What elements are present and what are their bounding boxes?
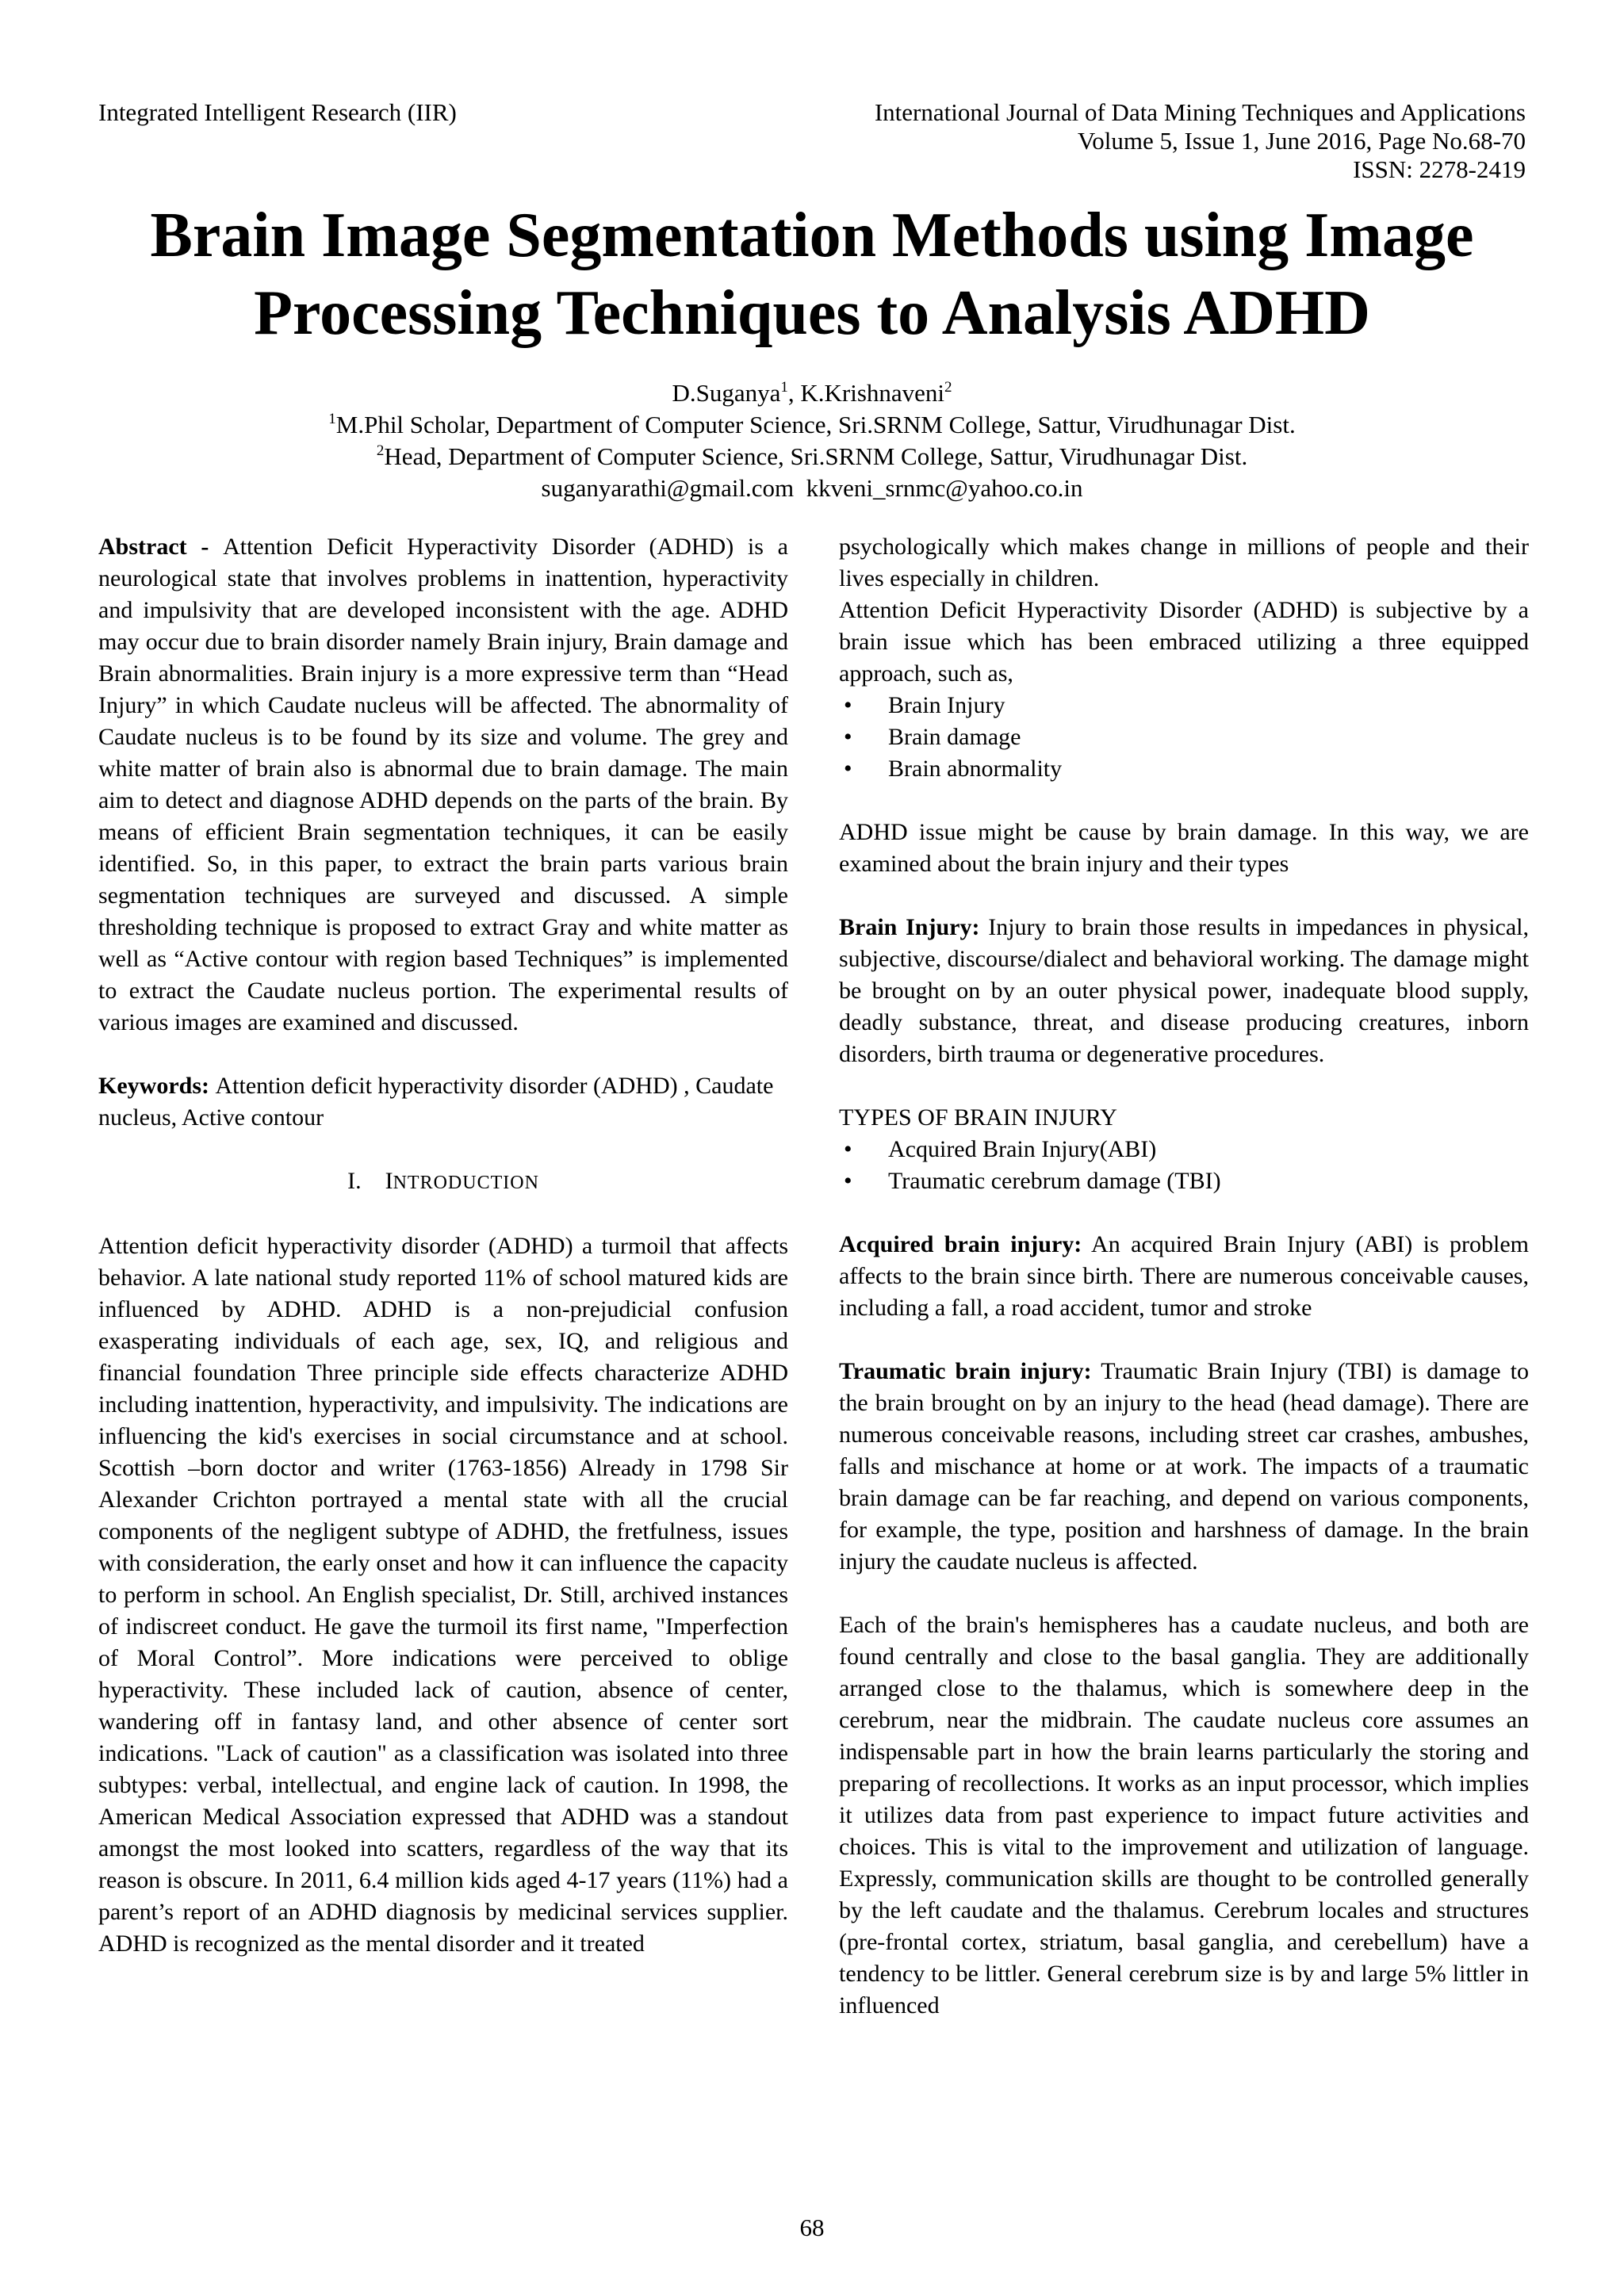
tbi-text: Traumatic Brain Injury (TBI) is damage to the brain brought on by an injury to the head (head damage). There are numerous conceivable reasons, including street car crashes, ambushes, falls and mischance at home or at work. The impacts of a traumatic brain damage can be far reaching, and depend on various components, for example, the type, position and harshness of damage. In the brain injury the caudate nucleus is affected. xyxy=(839,1358,1529,1575)
section-title-rest: NTRODUCTION xyxy=(393,1173,539,1193)
abstract-label: Abstract - xyxy=(98,534,224,560)
keywords-label: Keywords: xyxy=(98,1073,216,1099)
brain-injury-text: Injury to brain those results in impedances in physical, subjective, discourse/dialect and behavioral working. The damage might be brought on by an outer physical power, inadequate blood supply, deadly substance, threat, and disease producing creatures, inborn disorders, birth trauma or degenerative procedures. xyxy=(839,914,1530,1067)
list-item xyxy=(839,1134,1529,1165)
list-item-text: Acquired Brain Injury(ABI) xyxy=(888,1136,1157,1162)
page-number: 68 xyxy=(799,2214,825,2241)
cause-paragraph: ADHD issue might be cause by brain damage. In this way, we are examined about the brain injury and their types xyxy=(839,819,1529,877)
bullet-icon: • xyxy=(844,724,852,750)
bullet-icon: • xyxy=(844,1168,852,1194)
journal-name: International Journal of Data Mining Techniques and Applications xyxy=(874,98,1526,126)
tbi-label: Traumatic brain injury: xyxy=(839,1358,1092,1384)
affiliation-1-sup: 1 xyxy=(328,411,336,427)
keywords-text: Attention deficit hyperactivity disorder (ADHD) , Caudate nucleus, Active contour xyxy=(98,1073,774,1131)
brain-injury-label: Brain Injury: xyxy=(839,914,980,940)
list-item xyxy=(839,753,1529,785)
brain-injury-paragraph xyxy=(839,912,1529,1070)
bullet-icon: • xyxy=(844,1136,852,1162)
types-heading: TYPES OF BRAIN INJURY xyxy=(839,1104,1117,1131)
list-item xyxy=(839,690,1529,721)
abstract-text: Attention Deficit Hyperactivity Disorder (ADHD) is a neurological state that involves problems in inattention, hyperactivity and impulsivity that are developed inconsistent with the age. ADHD may occur due to brain disorder namely Brain injury, Brain damage and Brain abnormalities. Brain injury is a more expressive term than “Head Injury” in which Caudate nucleus will be affected. The abnormality of Caudate nucleus is to be found by its size and volume. The grey and white matter of brain also is abnormal due to brain damage. The main aim to detect and diagnose ADHD depends on the parts of the brain. By means of efficient Brain segmentation techniques, it can be easily identified. So, in this paper, to extract the brain parts various brain segmentation techniques are surveyed and discussed. A simple thresholding technique is proposed to extract Gray and white matter as well as “Active contour with region based Techniques” is implemented to extract the Caudate nucleus portion. The experimental results of various images are examined and discussed. xyxy=(98,534,788,1035)
author-2-sup: 2 xyxy=(944,379,952,396)
section-heading-introduction xyxy=(98,1165,788,1199)
adhd-causes-list xyxy=(839,690,1529,785)
list-item xyxy=(839,1165,1529,1197)
abi-label: Acquired brain injury: xyxy=(839,1231,1082,1257)
section-title-initial: I xyxy=(385,1168,393,1194)
affiliation-1-text: M.Phil Scholar, Department of Computer Science, Sri.SRNM College, Sattur, Virudhunagar Dist. xyxy=(335,411,1296,438)
volume-issue: Volume 5, Issue 1, June 2016, Page No.68-70 xyxy=(1077,127,1526,155)
title-line-1: Brain Image Segmentation Methods using Image xyxy=(150,201,1474,270)
affiliation-1 xyxy=(79,409,1545,441)
abi-paragraph xyxy=(839,1229,1529,1324)
list-item-text: Brain abnormality xyxy=(888,756,1063,782)
affiliation-2 xyxy=(79,441,1545,473)
right-column xyxy=(839,531,1529,2022)
issn: ISSN: 2278-2419 xyxy=(1353,155,1526,183)
abi-text: An acquired Brain Injury (ABI) is problem affects to the brain since birth. There are numerous conceivable causes, including a fall, a road accident, tumor and stroke xyxy=(839,1231,1529,1321)
list-item-text: Traumatic cerebrum damage (TBI) xyxy=(888,1168,1221,1194)
bullet-icon: • xyxy=(844,692,852,718)
paper-title xyxy=(79,197,1545,352)
title-line-2: Processing Techniques to Analysis ADHD xyxy=(254,278,1370,348)
bullet-icon: • xyxy=(844,756,852,782)
abstract-paragraph xyxy=(98,531,788,1039)
author-1: D.Suganya xyxy=(672,379,781,407)
running-header-right xyxy=(733,98,1526,184)
left-column xyxy=(98,531,788,1960)
author-1-sup: 1 xyxy=(780,379,788,396)
author-emails: suganyarathi@gmail.com kkveni_srnmc@yahoo.co.in xyxy=(541,474,1083,502)
section-number: I. xyxy=(347,1168,362,1194)
list-item-text: Brain Injury xyxy=(888,692,1005,718)
tbi-paragraph xyxy=(839,1356,1529,1578)
intro-continued: psychologically which makes change in millions of people and their lives especially in children. xyxy=(839,534,1529,591)
author-separator: , xyxy=(787,379,801,407)
affiliation-2-text: Head, Department of Computer Science, Sri.SRNM College, Sattur, Virudhunagar Dist. xyxy=(384,442,1248,470)
injury-types-list xyxy=(839,1134,1529,1197)
caudate-paragraph: Each of the brain's hemispheres has a caudate nucleus, and both are found centrally and close to the basal ganglia. They are additionally arranged close to the thalamus, which is somewhere deep in the cerebrum, near the midbrain. The caudate nucleus core assumes an indispensable part in how the brain learns particularly the storing and preparing of recollections. It works as an input processor, which implies it utilizes data from past experience to impact future activities and choices. This is vital to the improvement and utilization of language. Expressly, communication skills are thought to be controlled generally by the left caudate and the thalamus. Cerebrum locales and structures (pre-frontal cortex, striatum, basal ganglia, and cerebellum) have a tendency to be littler. General cerebrum size is by and large 5% littler in influenced xyxy=(839,1612,1529,2019)
keywords-paragraph xyxy=(98,1070,788,1134)
author-2: K.Krishnaveni xyxy=(800,379,945,407)
list-item xyxy=(839,721,1529,753)
running-header-left: Integrated Intelligent Research (IIR) xyxy=(98,98,457,126)
author-names xyxy=(79,377,1545,409)
authors-block xyxy=(79,377,1545,504)
adhd-subjective-paragraph: Attention Deficit Hyperactivity Disorder (ADHD) is subjective by a brain issue which has been embraced utilizing a three equipped approach, such as, xyxy=(839,597,1529,687)
list-item-text: Brain damage xyxy=(888,724,1021,750)
affiliation-2-sup: 2 xyxy=(376,442,385,459)
introduction-paragraph: Attention deficit hyperactivity disorder (ADHD) a turmoil that affects behavior. A late national study reported 11% of school matured kids are influenced by ADHD. ADHD is a non-prejudicial confusion exasperating individuals of each age, sex, IQ, and religious and financial foundation Three principle side effects characterize ADHD including inattention, hyperactivity, and impulsivity. The indications are influencing the kid's exercises in social circumstance and at school. Scottish –born doctor and writer (1763-1856) Already in 1798 Sir Alexander Crichton portrayed a mental state with all the crucial components of the negligent subtype of ADHD, the fretfulness, issues with consideration, the early onset and how it can influence the capacity to perform in school. An English specialist, Dr. Still, archived instances of indiscreet conduct. He gave the turmoil its first name, "Imperfection of Moral Control”. More indications were perceived to oblige hyperactivity. These included lack of caution, absence of center, wandering off in fantasy land, and other absence of center sort indications. "Lack of caution" as a classification was isolated into three subtypes: verbal, intellectual, and engine lack of caution. In 1998, the American Medical Association expressed that ADHD was a standout amongst the most looked into scatters, regardless of the way that its reason is obscure. In 2011, 6.4 million kids aged 4-17 years (11%) had a parent’s report of an ADHD diagnosis by medicinal services supplier. ADHD is recognized as the mental disorder and it treated xyxy=(98,1233,788,1957)
